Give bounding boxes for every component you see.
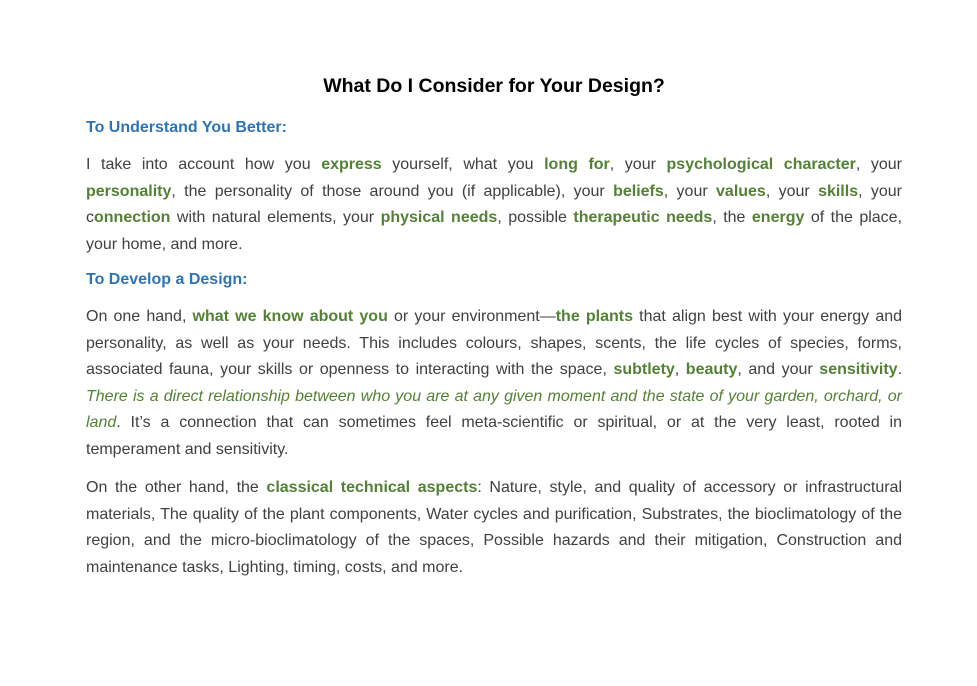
document-page <box>86 72 902 593</box>
italic-emphasis: There is a direct relationship between who you are at any given moment and the state of your garden, orchard, or land <box>86 387 902 431</box>
highlighted-term: beliefs <box>613 182 664 200</box>
highlighted-term: psychological character <box>666 156 856 173</box>
body-paragraph: On one hand, what we know about you or your environment—the plants that align best with your energy and personality, as well as your needs. This includes colours, shapes, scents, the life cycles of species, forms, associated fauna, your skills or openness to interacting with the space, subtlety, beauty, and your sensitivity. There is a direct relationship between who you are at any given moment and the state of your garden, orchard, or land. It’s a connection that can sometimes feel meta-scientific or spiritual, or at the very least, rooted in temperament and sensitivity. <box>86 308 903 458</box>
highlighted-term: classical technical aspects <box>266 479 478 496</box>
highlighted-term: onnection <box>94 209 171 226</box>
section-heading: To Understand You Better: <box>86 119 287 136</box>
section-heading: To Develop a Design: <box>86 271 248 288</box>
highlighted-term: subtlety <box>613 361 675 378</box>
document-body <box>86 118 902 581</box>
highlighted-term: express <box>321 156 382 173</box>
body-paragraph: On the other hand, the classical technical aspects: Nature, style, and quality of accessory or infrastructural materials, The quality of the plant components, Water cycles and purification, Substrates, the bioclimatology of the region, and the micro-bioclimatology of the spaces, Possible hazards and their mitigation, Construction and maintenance tasks, Lighting, timing, costs, and more. <box>86 479 902 576</box>
highlighted-term: therapeutic needs <box>573 209 713 226</box>
body-paragraph: I take into account how you express yourself, what you long for, your psychological character, your personality, the personality of those around you (if applicable), your beliefs, your values, your skills, your connection with natural elements, your physical needs, possible therapeutic needs, the energy of the place, your home, and more. <box>86 156 903 253</box>
document-title: What Do I Consider for Your Design? <box>323 75 665 97</box>
highlighted-term: energy <box>751 209 805 226</box>
highlighted-term: values <box>716 182 766 200</box>
highlighted-term: sensitivity <box>819 361 898 378</box>
highlighted-term: long for <box>544 156 610 173</box>
highlighted-term: personality <box>86 182 172 200</box>
highlighted-term: the plants <box>555 308 633 325</box>
highlighted-term: beauty <box>685 361 738 378</box>
highlighted-term: physical needs <box>380 209 498 226</box>
highlighted-term: skills <box>818 182 859 200</box>
highlighted-term: what we know about you <box>192 308 388 325</box>
